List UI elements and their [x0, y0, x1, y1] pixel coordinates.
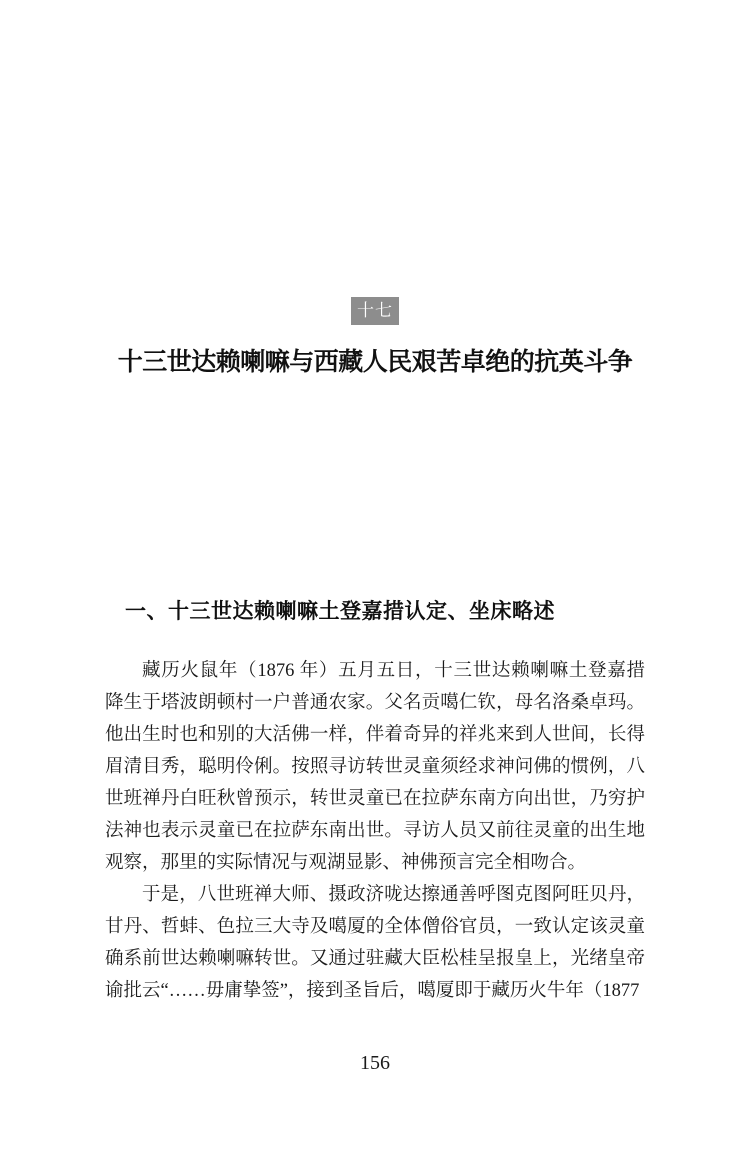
paragraph-2: 于是，八世班禅大师、摄政济咙达擦通善呼图克图阿旺贝丹，甘丹、哲蚌、色拉三大寺及噶厦的全体僧俗官员，一致认定该灵童确系前世达赖喇嘛转世。又通过驻藏大臣松桂呈报皇上，光绪皇帝谕批云“……毋庸挚签”，接到圣旨后，噶厦即于藏历火牛年（1877 — [105, 885, 645, 1001]
chapter-number-badge — [351, 297, 399, 325]
chapter-number-label: 十七 — [357, 301, 393, 320]
chapter-title: 十三世达赖喇嘛与西藏人民艰苦卓绝的抗英斗争 — [117, 349, 633, 376]
page-number: 156 — [360, 1052, 390, 1074]
paragraph-1: 藏历火鼠年（1876 年）五月五日，十三世达赖喇嘛土登嘉措降生于塔波朗顿村一户普通农家。父名贡噶仁钦，母名洛桑卓玛。他出生时也和别的大活佛一样，伴着奇异的祥兆来到人世间，长得眉清目秀，聪明伶俐。按照寻访转世灵童须经求神问佛的惯例，八世班禅丹白旺秋曾预示，转世灵童已在拉萨东南方向出世，乃穷护法神也表示灵童已在拉萨东南出世。寻访人员又前往灵童的出生地观察，那里的实际情况与观湖显影、神佛预言完全相吻合。 — [105, 661, 645, 873]
section-heading: 一、十三世达赖喇嘛土登嘉措认定、坐床略述 — [125, 600, 555, 623]
body-text — [105, 655, 645, 1007]
